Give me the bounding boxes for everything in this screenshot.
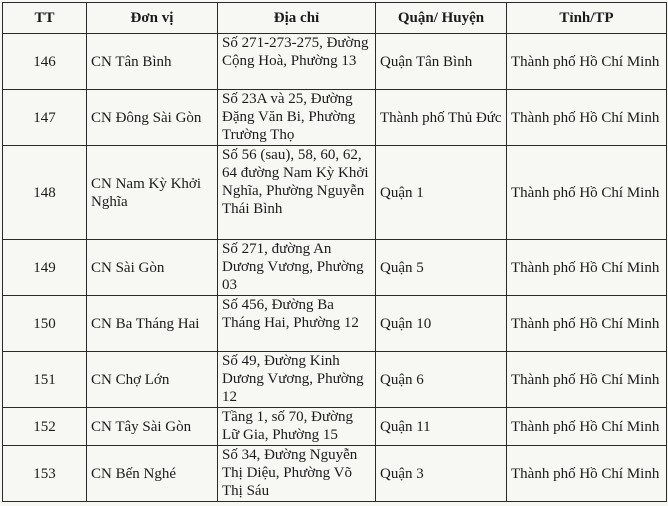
row-unit: CN Ba Tháng Hai — [87, 296, 218, 352]
row-tt: 153 — [3, 446, 87, 502]
row-district: Quận 6 — [376, 352, 507, 408]
row-address: Số 34, Đường Nguyễn Thị Diệu, Phường Võ Thị Sáu — [218, 446, 376, 502]
row-tt: 146 — [3, 34, 87, 90]
table-row — [3, 34, 667, 90]
row-address: Số 456, Đường Ba Tháng Hai, Phường 12 — [218, 296, 376, 352]
row-district: Thành phố Thủ Đức — [376, 90, 507, 146]
row-tt: 151 — [3, 352, 87, 408]
row-district: Quận 5 — [376, 240, 507, 296]
row-tt: 150 — [3, 296, 87, 352]
row-city: Thành phố Hồ Chí Minh — [507, 34, 667, 90]
row-city: Thành phố Hồ Chí Minh — [507, 446, 667, 502]
row-district: Quận 11 — [376, 408, 507, 446]
row-unit: CN Đông Sài Gòn — [87, 90, 218, 146]
table-row — [3, 296, 667, 352]
row-address: Số 271, đường An Dương Vương, Phường 03 — [218, 240, 376, 296]
row-district: Quận 10 — [376, 296, 507, 352]
row-city: Thành phố Hồ Chí Minh — [507, 352, 667, 408]
row-city: Thành phố Hồ Chí Minh — [507, 408, 667, 446]
row-address: Số 49, Đường Kinh Dương Vương, Phường 12 — [218, 352, 376, 408]
table-row — [3, 146, 667, 240]
row-tt: 152 — [3, 408, 87, 446]
header-city: Tỉnh/TP — [507, 3, 667, 34]
table-row — [3, 352, 667, 408]
row-address: Số 56 (sau), 58, 60, 62, 64 đường Nam Kỳ Khởi Nghĩa, Phường Nguyễn Thái Bình — [218, 146, 376, 240]
header-district: Quận/ Huyện — [376, 3, 507, 34]
branch-table — [2, 2, 667, 502]
row-unit: CN Tây Sài Gòn — [87, 408, 218, 446]
table-row — [3, 408, 667, 446]
header-tt: TT — [3, 3, 87, 34]
row-district: Quận 3 — [376, 446, 507, 502]
row-tt: 149 — [3, 240, 87, 296]
header-row — [3, 3, 667, 34]
header-address: Địa chỉ — [218, 3, 376, 34]
row-unit: CN Chợ Lớn — [87, 352, 218, 408]
row-address: Số 271-273-275, Đường Cộng Hoà, Phường 13 — [218, 34, 376, 90]
row-unit: CN Bến Nghé — [87, 446, 218, 502]
row-unit: CN Sài Gòn — [87, 240, 218, 296]
row-tt: 147 — [3, 90, 87, 146]
header-unit: Đơn vị — [87, 3, 218, 34]
row-city: Thành phố Hồ Chí Minh — [507, 240, 667, 296]
table-row — [3, 90, 667, 146]
row-unit: CN Nam Kỳ Khởi Nghĩa — [87, 146, 218, 240]
row-district: Quận Tân Bình — [376, 34, 507, 90]
row-tt: 148 — [3, 146, 87, 240]
table-row — [3, 240, 667, 296]
row-city: Thành phố Hồ Chí Minh — [507, 90, 667, 146]
row-city: Thành phố Hồ Chí Minh — [507, 296, 667, 352]
row-address: Tầng 1, số 70, Đường Lữ Gia, Phường 15 — [218, 408, 376, 446]
table-row — [3, 446, 667, 502]
row-city: Thành phố Hồ Chí Minh — [507, 146, 667, 240]
row-unit: CN Tân Bình — [87, 34, 218, 90]
row-address: Số 23A và 25, Đường Đặng Văn Bi, Phường Trường Thọ — [218, 90, 376, 146]
row-district: Quận 1 — [376, 146, 507, 240]
